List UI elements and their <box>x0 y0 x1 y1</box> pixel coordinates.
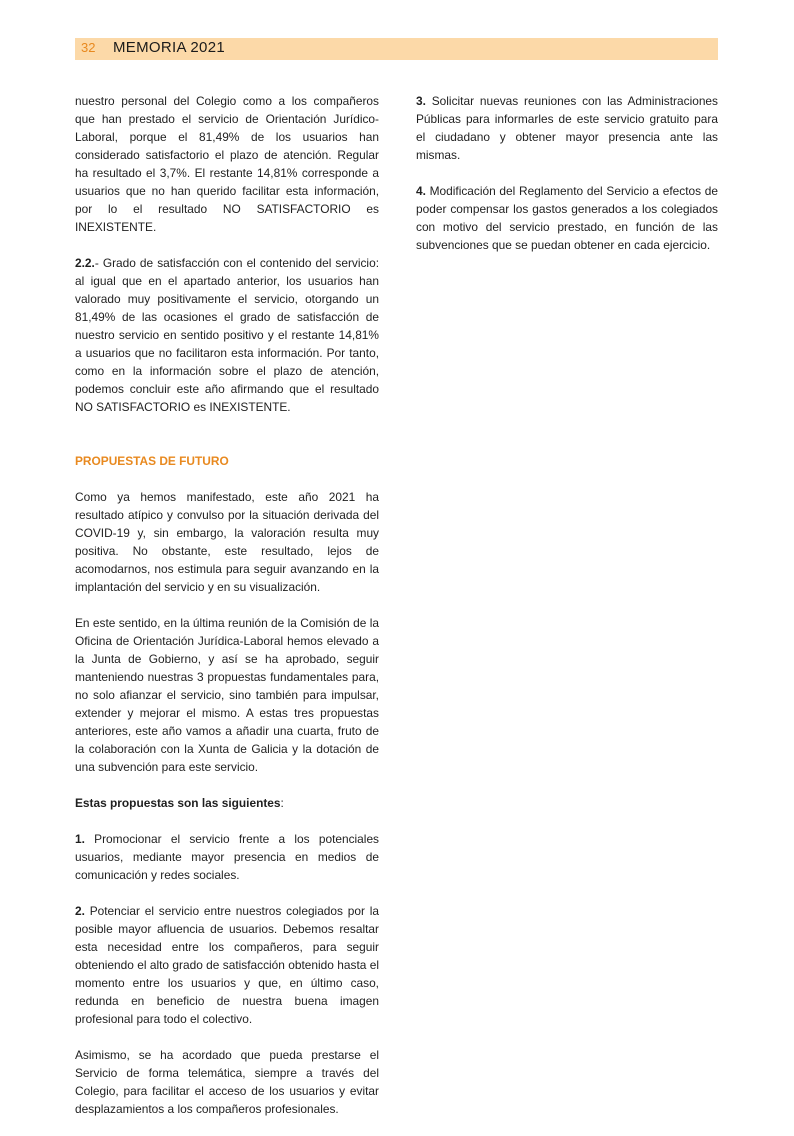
paragraph-comision: En este sentido, en la última reunión de la Comisión de la Oficina de Orientación Jurídica-Laboral hemos elevado a la Junta de Gobierno, y así se ha aprobado, seguir manteniendo nuestras 3 propuestas fundamentales para, no solo afianzar el servicio, sino también para impulsar, extender y mejorar el mismo. A estas tres propuestas anteriores, este año vamos a añadir una cuarta, fruto de la colaboración con la Xunta de Galicia y la dotación de una subvención para este servicio. <box>75 616 379 774</box>
paragraph-satisfaction-time: nuestro personal del Colegio como a los compañeros que han prestado el servicio de Orientación Jurídico-Laboral, porque el 81,49% de los usuarios han considerado satisfactorio el plazo de atención. Regular ha resultado el 3,7%. El restante 14,81% corresponde a usuarios que no han querido facilitar esta información, por lo el resultado NO SATISFACTORIO es INEXISTENTE. <box>75 94 379 234</box>
paragraph-intro-propuestas: Como ya hemos manifestado, este año 2021 ha resultado atípico y convulso por la situación derivada del COVID-19 y, sin embargo, la valoración resulta muy positiva. No obstante, este resultado, lejos de acomodarnos, nos estimula para seguir avanzando en la implantación del servicio y en su visualización. <box>75 490 379 594</box>
section-title-propuestas: PROPUESTAS DE FUTURO <box>75 454 229 468</box>
document-title: MEMORIA 2021 <box>113 39 225 56</box>
page-number: 32 <box>81 40 96 55</box>
paragraph-telematic: Asimismo, se ha acordado que pueda prestarse el Servicio de forma telemática, siempre a través del Colegio, para facilitar el acceso de los usuarios y evitar desplazamientos a los compañeros profesionales. <box>75 1048 379 1116</box>
list-item-1: 1. Promocionar el servicio frente a los potenciales usuarios, mediante mayor presencia en medios de comunicación y redes sociales. <box>75 832 379 882</box>
left-column <box>75 92 379 1136</box>
list-item-4: 4. Modificación del Reglamento del Servicio a efectos de poder compensar los gastos generados a los colegiados con motivo del servicio prestado, en función de las subvenciones que se puedan obtener en cada ejercicio. <box>416 184 718 252</box>
list-intro: Estas propuestas son las siguientes: <box>75 796 284 810</box>
list-item-3: 3. Solicitar nuevas reuniones con las Administraciones Públicas para informarles de este servicio gratuito para el ciudadano y obtener mayor presencia ante las mismas. <box>416 94 718 162</box>
paragraph-satisfaction-content: 2.2.- Grado de satisfacción con el contenido del servicio: al igual que en el apartado anterior, los usuarios han valorado muy positivamente el servicio, otorgando un 81,49% de las ocasiones el grado de satisfacción de nuestro servicio en sentido positivo y el restante 14,81% a usuarios que no facilitaron esta información. Por tanto, como en la información sobre el plazo de atención, podemos concluir este año afirmando que el resultado NO SATISFACTORIO es INEXISTENTE. <box>75 256 379 414</box>
right-column <box>416 92 718 272</box>
page-header-bar <box>75 38 718 60</box>
list-item-2: 2. Potenciar el servicio entre nuestros colegiados por la posible mayor afluencia de usuarios. Debemos resaltar esta necesidad entre los compañeros, para seguir obteniendo el alto grado de satisfacción obtenido hasta el momento entre los usuarios y que, en último caso, redunda en beneficio de nuestra buena imagen profesional para todo el colectivo. <box>75 904 379 1026</box>
